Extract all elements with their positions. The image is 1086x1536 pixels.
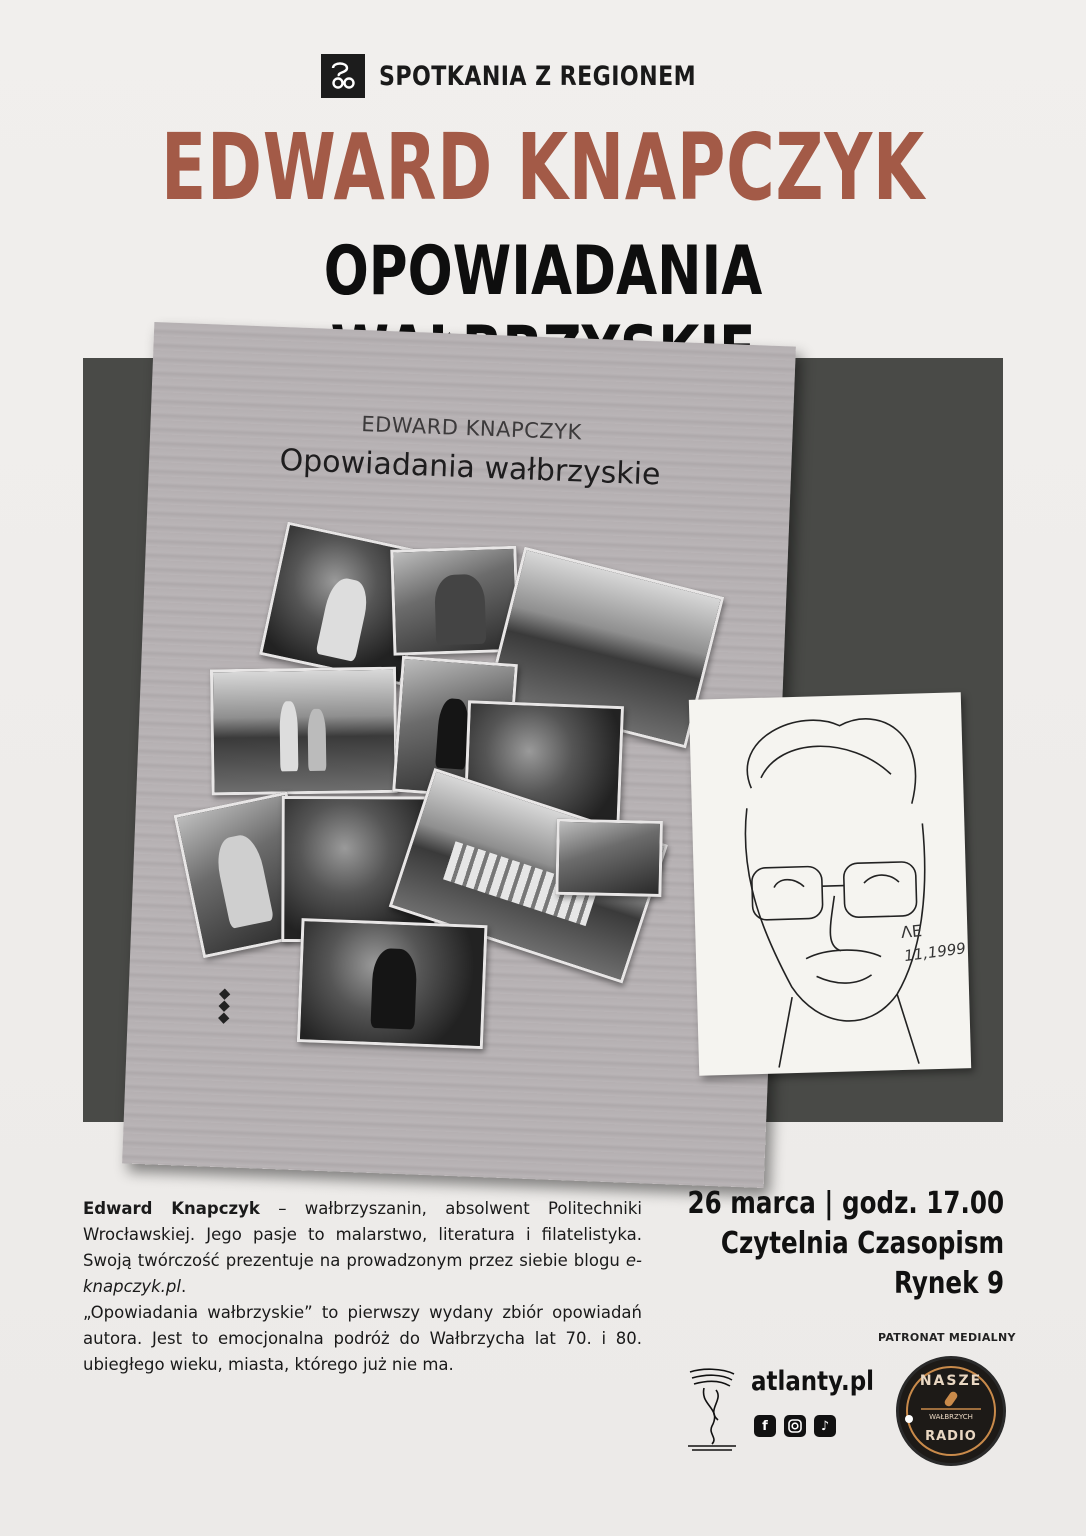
facebook-icon[interactable]: f — [754, 1415, 776, 1437]
patronage-label: PATRONAT MEDIALNY — [878, 1331, 1016, 1344]
event-address: Rynek 9 — [893, 1266, 1004, 1301]
series-header — [0, 52, 1086, 100]
blog-link[interactable]: e-knapczyk.pl — [83, 1251, 642, 1296]
series-label: SPOTKANIA Z REGIONEM — [378, 60, 696, 92]
collage-photo-family — [210, 667, 398, 796]
sketch-signature-date: 11,1999 — [903, 939, 967, 966]
portrait-sketch — [689, 692, 971, 1075]
instagram-icon[interactable] — [784, 1415, 806, 1437]
event-info — [618, 1184, 1004, 1304]
poster-book-title: OPOWIADANIA — [323, 232, 763, 311]
organizer-site[interactable]: atlanty.pl — [751, 1366, 874, 1397]
collage-photo-portrait — [555, 819, 663, 897]
publisher-mark-icon — [220, 990, 233, 1022]
bio-text-end: . — [180, 1277, 187, 1296]
book-cover-author: EDWARD KNAPCZYK — [360, 412, 583, 445]
radio-middle-text: WAŁBRZYCH — [929, 1413, 973, 1421]
collage-photo-camera — [297, 918, 488, 1049]
bio-text-1: – wałbrzyszanin, absolwent Politechniki Wrocławskiej. Jego pasje to malarstwo, literatura i filatelistyka. Swoją twórczość prezentuje na prowadzonym przez siebie blogu — [83, 1199, 642, 1270]
bio-paragraph-2: „Opowiadania wałbrzyskie” to pierwszy wydany zbiór opowiadań autora. Jest to emocjonalna podróż do Wałbrzycha lat 70. i 80. ubiegłego wieku, miasta, którego już nie ma. — [83, 1303, 642, 1374]
atlas-logo-icon — [682, 1366, 742, 1452]
bio-name: Edward Knapczyk — [83, 1199, 260, 1218]
social-icons — [754, 1415, 836, 1437]
event-date-time: 26 marca | godz. 17.00 — [687, 1186, 1004, 1221]
radio-top-text: NASZE — [919, 1373, 983, 1389]
author-bio — [83, 1196, 642, 1378]
radio-bottom-text: RADIO — [925, 1429, 977, 1444]
nasze-radio-logo — [896, 1356, 1006, 1466]
svg-text:ΛE: ΛE — [900, 921, 923, 943]
poster-author-title: EDWARD KNAPCZYK — [161, 114, 925, 221]
event-venue: Czytelnia Czasopism — [720, 1226, 1004, 1261]
series-logo-icon — [321, 54, 365, 98]
tiktok-icon[interactable]: ♪ — [814, 1415, 836, 1437]
book-cover-title: Opowiadania wałbrzyskie — [278, 442, 662, 493]
